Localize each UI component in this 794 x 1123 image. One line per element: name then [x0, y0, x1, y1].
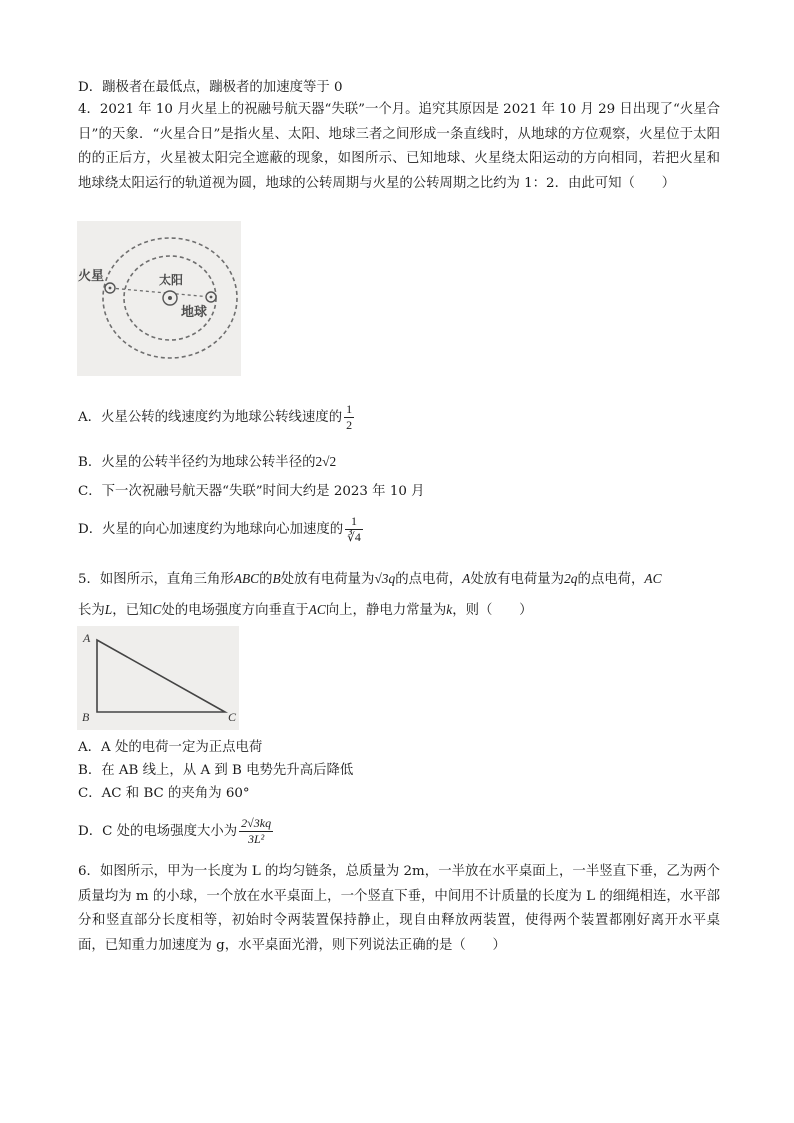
label-earth: 地球	[181, 305, 208, 320]
label-mars: 火星	[78, 269, 105, 284]
q4-option-b: B．火星的公转半径约为地球公转半径的2√2	[78, 454, 337, 470]
q3-option-d: D．蹦极者在最低点，蹦极者的加速度等于 0	[78, 80, 343, 95]
q6-stem: 6．如图所示，甲为一长度为 L 的均匀链条，总质量为 2m，一半放在水平桌面上，一半竖直下垂，乙为两个质量均为 m 的小球，一个放在水平桌面上，一个竖直下垂，中间用不计质量的长度为 L 的细绳相连，水平部分和竖直部分长度相等，初始时令两装置保持静止，现自由释放两装置，使得两个装置都刚好离开水平桌面，已知重力加速度为 g，水平桌面光滑，则下列说法正确的是（ ）	[78, 864, 720, 953]
q5-stem-line2: 长为L，已知C处的电场强度方向垂直于AC向上，静电力常量为k，则（ ）	[78, 602, 533, 618]
label-a: A	[83, 631, 91, 645]
label-b: B	[82, 710, 90, 724]
q5-stem-line1: 5．如图所示，直角三角形ABC的B处放有电荷量为√3q的点电荷，A处放有电荷量为2q的点电荷，AC	[78, 571, 662, 587]
fraction: $\frac{2√3kq}{\text{3L²}}$	[241, 816, 272, 846]
label-c: C	[228, 710, 237, 724]
q4-stem: 4．2021 年 10 月火星上的祝融号航天器“失联”一个月。追究其原因是 2021 年 10 月 29 日出现了“火星合日”的天象．“火星合日”是指火星、太阳、地球三者之间形成一条直线时，从地球的方位观察，火星位于太阳的的正后方，火星被太阳完全遮蔽的现象，如图所示、已知地球、火星绕太阳运动的方向相同，若把火星和地球绕太阳运行的轨道视为圆，地球的公转周期与火星的公转周期之比约为 1：2．由此可知（ ）	[78, 102, 720, 191]
q4-option-c: C．下一次祝融号航天器“失联”时间大约是 2023 年 10 月	[78, 484, 425, 499]
q4-option-a: A．火星公转的线速度约为地球公转线速度的 $\frac{1}{2}$	[78, 402, 353, 432]
fraction: $\frac{1}{2}$	[346, 402, 353, 432]
q5-option-a: A．A 处的电荷一定为正点电荷	[78, 740, 263, 755]
q4-option-d: D．火星的向心加速度约为地球向心加速度的 $\frac{1}{∛4}$	[78, 514, 361, 544]
label-sun: 太阳	[159, 273, 184, 287]
q5-option-b: B．在 AB 线上，从 A 到 B 电势先升高后降低	[78, 763, 354, 778]
q5-triangle-figure	[77, 626, 239, 730]
q5-option-c: C．AC 和 BC 的夹角为 60°	[78, 786, 250, 801]
triangle-abc	[97, 640, 225, 712]
orbit-diagram	[77, 221, 241, 376]
right-triangle-diagram	[77, 626, 239, 730]
q5-option-d: D．C 处的电场强度大小为 $\frac{2√3kq}{\text{3L²}}$	[78, 816, 272, 846]
q4-orbit-figure	[77, 221, 241, 376]
fraction: $\frac{1}{∛4}$	[347, 514, 361, 544]
